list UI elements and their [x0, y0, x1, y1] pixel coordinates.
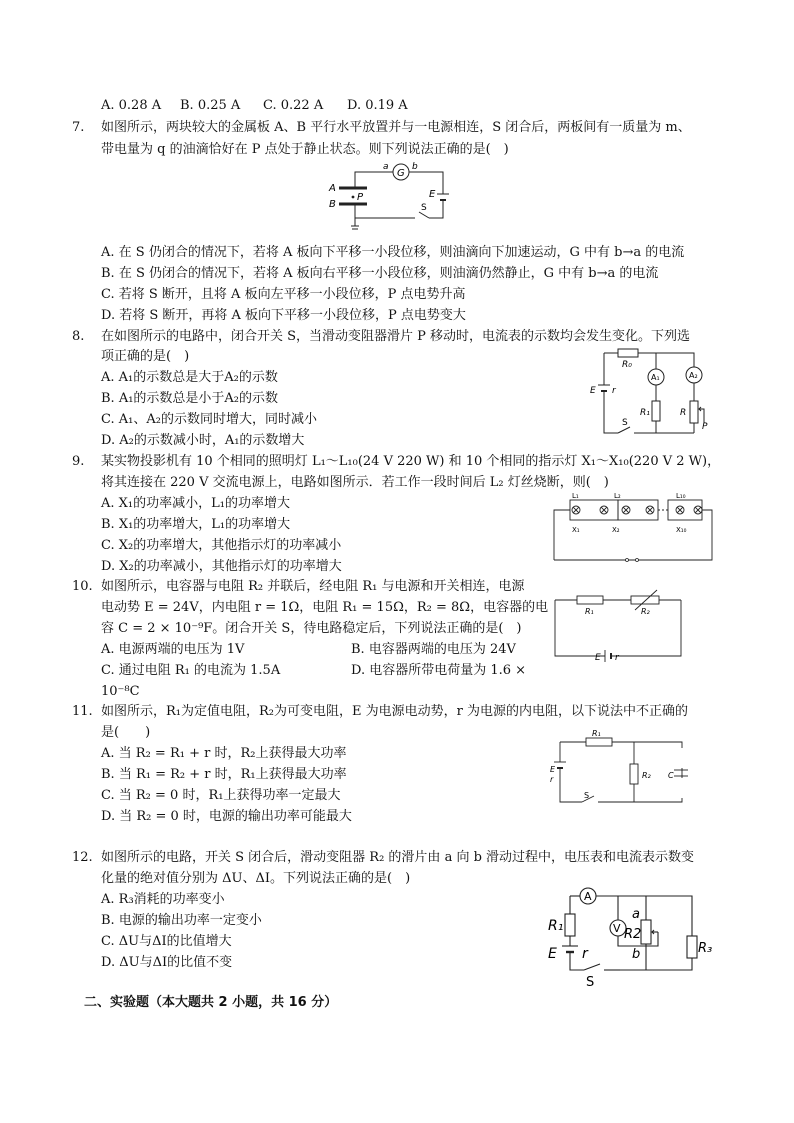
q8-fig-label: A₂ — [689, 371, 698, 380]
q10-number: 10. — [72, 579, 93, 594]
q7-option-a: A. 在 S 仍闭合的情况下，若将 A 板向下平移一小段位移，则油滴向下加速运动，G 中有 b→a 的电流 — [101, 245, 685, 260]
q7-fig-label: A — [329, 183, 336, 194]
q11-option-d: D. 当 R₂ = 0 时，电源的输出功率可能最大 — [101, 809, 352, 824]
q6-option-d: D. 0.19 A — [347, 98, 408, 113]
q8-stem-line: 项正确的是( ) — [101, 349, 190, 364]
q10-option-d: D. 电容器所带电荷量为 1.6 × — [351, 663, 527, 678]
q11-fig-label: r — [550, 775, 554, 784]
q6-option-a: A. 0.28 A — [101, 98, 162, 113]
q8-fig-label: S — [622, 418, 628, 428]
q9-number: 9. — [72, 454, 85, 469]
q10-fig-label: E — [595, 653, 601, 662]
q7-fig-label: B — [329, 199, 336, 210]
q11-option-a: A. 当 R₂ = R₁ + r 时，R₂上获得最大功率 — [101, 746, 347, 761]
q9-fig-label: X₁ — [572, 526, 580, 534]
q7-figure — [325, 160, 465, 238]
q7-stem-line: 如图所示，两块较大的金属板 A、B 平行水平放置并与一电源相连，S 闭合后，两板间有一质量为 m、 — [101, 120, 691, 135]
q12-option-d: D. ΔU与ΔI的比值不变 — [101, 955, 233, 970]
q12-fig-label: a — [632, 907, 640, 922]
q7-option-b: B. 在 S 仍闭合的情况下，若将 A 板向右平移一小段位移，则油滴仍然静止，G 中有 b→a 的电流 — [101, 266, 659, 281]
q12-option-b: B. 电源的输出功率一定变小 — [101, 913, 262, 928]
q11-option-b: B. 当 R₁ = R₂ + r 时，R₁上获得最大功率 — [101, 767, 347, 782]
q11-number: 11. — [72, 704, 93, 719]
q7-fig-label: S — [421, 203, 427, 213]
q12-fig-label: b — [632, 947, 641, 962]
q6-option-c: C. 0.22 A — [263, 98, 324, 113]
section-heading: 二、实验题（本大题共 2 小题，共 16 分） — [84, 995, 338, 1010]
q8-fig-label: A₁ — [651, 373, 660, 382]
q7-fig-label: P — [357, 192, 364, 203]
q8-stem-line: 在如图所示的电路中，闭合开关 S，当滑动变阻器滑片 P 移动时，电流表的示数均会发生变化。下列选 — [101, 329, 691, 344]
q10-fig-label: r — [615, 653, 619, 662]
q6-option-b: B. 0.25 A — [180, 98, 241, 113]
q9-option-c: C. X₂的功率增大，其他指示灯的功率减小 — [101, 538, 342, 553]
q7-fig-label: a — [383, 162, 389, 172]
q8-fig-label: R₀ — [622, 360, 632, 370]
q8-option-b: B. A₁的示数总是小于A₂的示数 — [101, 391, 279, 406]
q10-option-b: B. 电容器两端的电压为 24V — [351, 642, 516, 657]
q9-option-a: A. X₁的功率减小，L₁的功率增大 — [101, 496, 290, 511]
q9-fig-label: L₁ — [572, 492, 579, 500]
q12-fig-label: R₃ — [698, 941, 713, 956]
q9-stem-line: 某实物投影机有 10 个相同的照明灯 L₁～L₁₀(24 V 220 W) 和 10 个相同的指示灯 X₁～X₁₀(220 V 2 W)， — [101, 454, 721, 469]
q9-fig-label: X₂ — [612, 526, 620, 534]
q12-fig-label: R2 — [624, 927, 642, 942]
q10-stem-line: 电动势 E = 24V，内电阻 r = 1Ω，电阻 R₁ = 15Ω，R₂ = 8Ω，电容器的电 — [101, 600, 549, 615]
q9-option-d: D. X₂的功率减小，其他指示灯的功率增大 — [101, 559, 342, 574]
q10-option-c: C. 通过电阻 R₁ 的电流为 1.5A — [101, 663, 281, 678]
q11-fig-label: E — [550, 765, 556, 774]
q8-option-a: A. A₁的示数总是大于A₂的示数 — [101, 370, 278, 385]
q7-fig-label: G — [397, 168, 405, 179]
q7-fig-label: E — [429, 189, 436, 200]
q11-option-c: C. 当 R₂ = 0 时，R₁上获得功率一定最大 — [101, 788, 341, 803]
q12-number: 12. — [72, 850, 93, 865]
q7-stem-line: 带电量为 q 的油滴恰好在 P 点处于静止状态。则下列说法正确的是( ) — [101, 142, 509, 157]
q8-number: 8. — [72, 329, 85, 344]
q12-stem-line: 化量的绝对值分别为 ΔU、ΔI。下列说法正确的是( ) — [101, 871, 411, 886]
q11-stem-line: 如图所示，R₁为定值电阻，R₂为可变电阻，E 为电源电动势，r 为电源的内电阻，以下说法中不正确的 — [101, 704, 688, 719]
q9-fig-label: L₂ — [614, 492, 621, 500]
q10-fig-label: R₂ — [641, 607, 650, 616]
q8-figure — [588, 345, 718, 445]
q9-option-b: B. X₁的功率增大，L₁的功率增大 — [101, 517, 291, 532]
q12-fig-label: A — [584, 890, 592, 903]
q11-stem-line: 是( ) — [101, 725, 151, 740]
q10-stem-line: 容 C = 2 × 10⁻⁹F。闭合开关 S，待电路稳定后，下列说法正确的是( ) — [101, 621, 522, 636]
q8-fig-label: R₁ — [640, 408, 650, 418]
q9-stem-line: 将其连接在 220 V 交流电源上，电路如图所示．若工作一段时间后 L₂ 灯丝烧断，则( ) — [101, 475, 609, 490]
q10-option-d-cont: 10⁻⁸C — [101, 684, 140, 699]
q12-fig-label: E — [548, 946, 557, 962]
q12-option-c: C. ΔU与ΔI的比值增大 — [101, 934, 232, 949]
q11-fig-label: R₂ — [642, 771, 651, 780]
q8-option-c: C. A₁、A₂的示数同时增大，同时减小 — [101, 412, 317, 427]
q7-fig-label: b — [412, 162, 418, 172]
q9-figure — [552, 490, 714, 568]
q12-stem-line: 如图所示的电路，开关 S 闭合后，滑动变阻器 R₂ 的滑片由 a 向 b 滑动过程中，电压表和电流表示数变 — [101, 850, 695, 865]
q12-figure — [546, 880, 716, 988]
q11-figure — [550, 728, 688, 808]
q7-number: 7. — [72, 120, 85, 135]
q10-option-a: A. 电源两端的电压为 1V — [101, 642, 245, 657]
q12-fig-label: S — [586, 975, 595, 988]
q8-option-d: D. A₂的示数减小时，A₁的示数增大 — [101, 433, 305, 448]
q8-fig-label: P — [702, 422, 708, 432]
q11-fig-label: R₁ — [592, 729, 601, 738]
q8-fig-label: R — [680, 408, 687, 418]
q11-fig-label: S — [584, 791, 590, 800]
q12-fig-label: V — [613, 922, 621, 935]
q12-option-a: A. R₃消耗的功率变小 — [101, 892, 225, 907]
q9-fig-label: L₁₀ — [676, 492, 686, 500]
q10-figure — [553, 588, 685, 662]
q8-fig-label: E — [590, 386, 596, 396]
q8-fig-label: r — [612, 386, 616, 396]
q10-stem-line: 如图所示，电容器与电阻 R₂ 并联后，经电阻 R₁ 与电源和开关相连，电源 — [101, 579, 525, 594]
q7-option-d: D. 若将 S 断开，再将 A 板向下平移一小段位移，P 点电势变大 — [101, 308, 466, 323]
q11-fig-label: C — [668, 771, 674, 780]
q12-fig-label: r — [582, 946, 588, 962]
q7-option-c: C. 若将 S 断开，且将 A 板向左平移一小段位移，P 点电势升高 — [101, 287, 466, 302]
q10-fig-label: R₁ — [585, 607, 594, 616]
q12-fig-label: R₁ — [548, 918, 564, 934]
q9-fig-label: X₁₀ — [676, 526, 687, 534]
